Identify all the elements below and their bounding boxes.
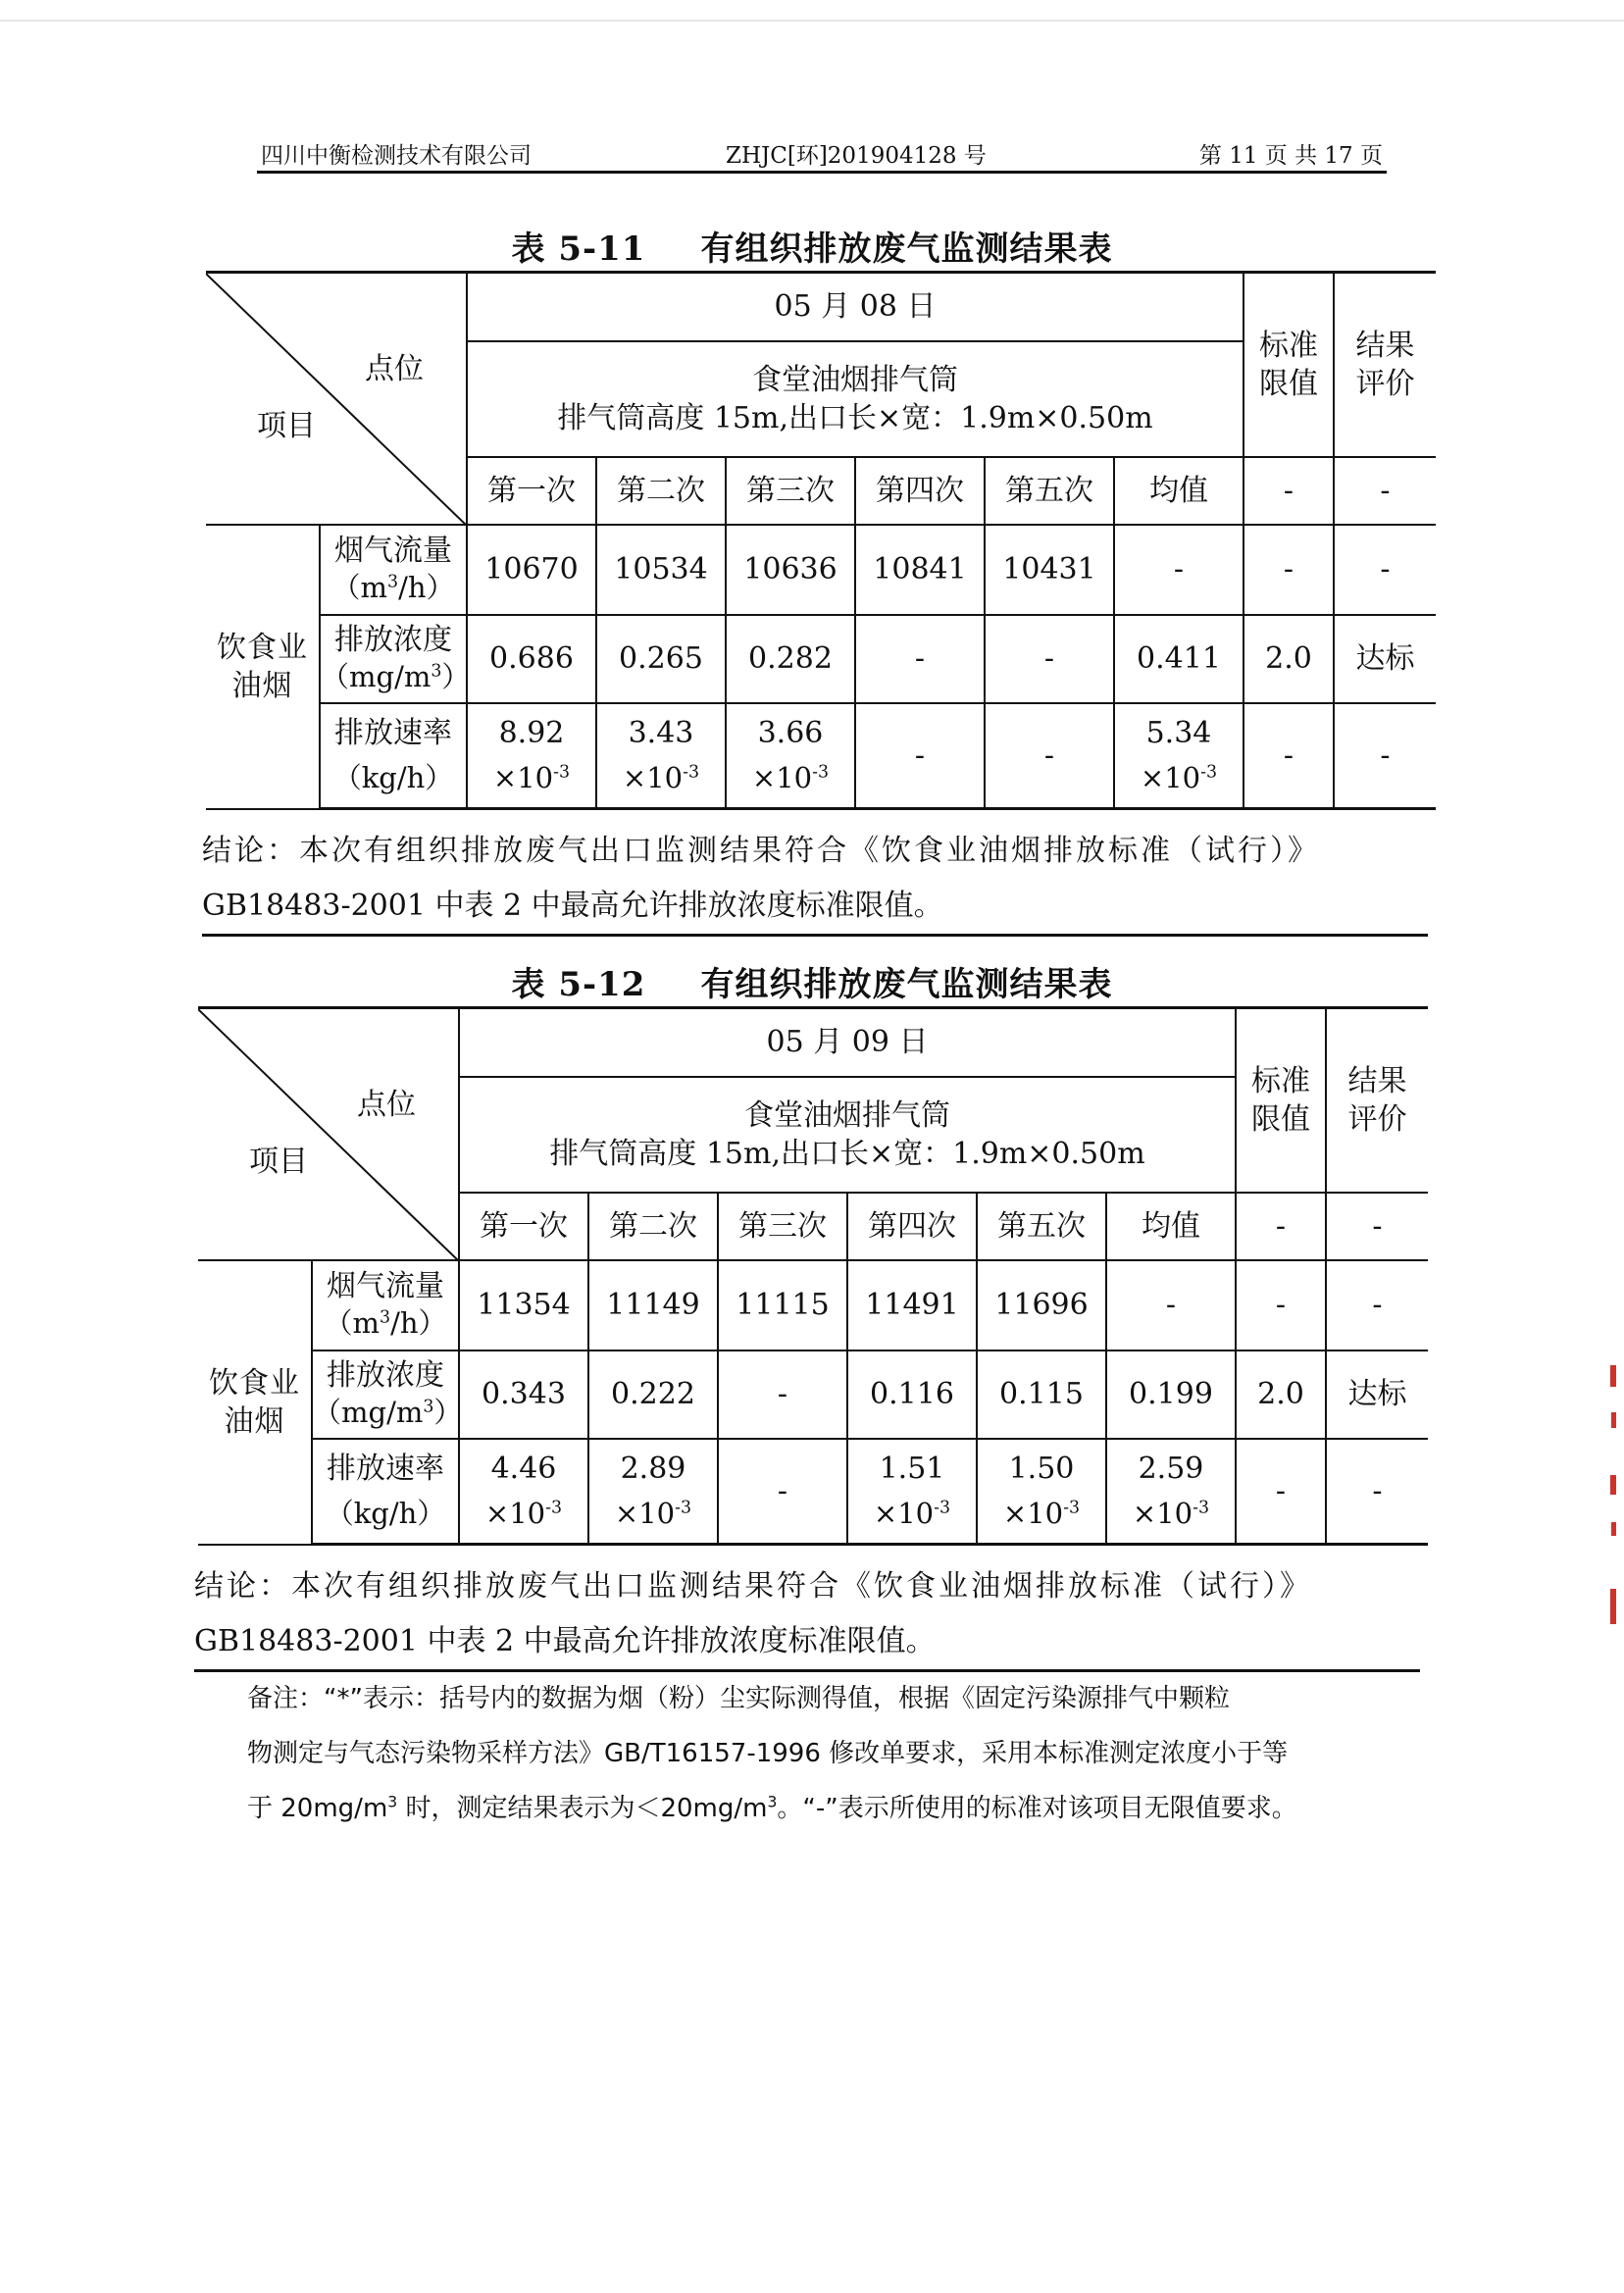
diag-bottom-label: 项目 (257, 409, 316, 443)
eval-header-line1: 结果 (1347, 1063, 1407, 1098)
item-cell (312, 1439, 459, 1545)
rate-exponent: $\times 10^{-3}$ (873, 1496, 951, 1530)
conclusion (194, 1559, 1420, 1672)
column-header: 第四次 (847, 1193, 977, 1260)
footnote-line1: 备注：“*”表示：括号内的数据为烟（粉）尘实际测得值，根据《固定污染源排气中颗粒 (247, 1684, 1230, 1713)
rate-exponent: $\times 10^{-3}$ (492, 760, 571, 794)
column-header: 第二次 (588, 1193, 718, 1260)
table-number: 表 5-11 (511, 229, 646, 269)
page-number: 第 11 页 共 17 页 (1198, 143, 1383, 169)
item-unit: （kg/h） (332, 760, 454, 794)
limit-header (1243, 273, 1334, 457)
limit-cell: - (1243, 703, 1334, 809)
column-header: - (1334, 457, 1436, 525)
eval-cell: - (1334, 703, 1436, 809)
value-cell: 0.343 (459, 1350, 588, 1439)
value-cell: 0.686 (467, 615, 596, 703)
value-cell: 11115 (718, 1260, 847, 1350)
value-cell: 10636 (726, 525, 855, 615)
eval-cell: 达标 (1326, 1350, 1428, 1439)
seal-fragment (1611, 1522, 1616, 1536)
stack-info: 排气筒高度 15m,出口长×宽：1.9m×0.50m (557, 400, 1153, 435)
value-cell: - (855, 703, 985, 809)
value-cell: - (1106, 1260, 1236, 1350)
item-name: 排放浓度 (334, 623, 452, 658)
table-title: 有组织排放废气监测结果表 (700, 965, 1113, 1004)
value-cell: 0.222 (588, 1350, 718, 1439)
item-cell (312, 1350, 463, 1439)
value-cell: - (855, 615, 985, 703)
rate-exponent: $\times 10^{-3}$ (622, 760, 700, 794)
location-cell (459, 1077, 1236, 1193)
rate-exponent: $\times 10^{-3}$ (751, 760, 830, 794)
value-cell: 0.199 (1106, 1350, 1236, 1439)
rate-value: 3.66 (757, 715, 824, 750)
eval-cell: - (1326, 1260, 1428, 1350)
rate-exponent: $\times 10^{-3}$ (614, 1496, 692, 1530)
value-cell: 0.282 (726, 615, 855, 703)
limit-cell: - (1236, 1260, 1326, 1350)
eval-header-line2: 评价 (1347, 1101, 1407, 1137)
rate-value: 4.46 (490, 1451, 557, 1486)
value-cell (726, 703, 855, 809)
item-unit: $(mg/m^3)$ (321, 660, 471, 694)
value-cell: 0.411 (1114, 615, 1243, 703)
column-header: - (1243, 457, 1334, 525)
column-header: 均值 (1106, 1193, 1236, 1260)
diag-bottom-label: 项目 (249, 1145, 308, 1179)
value-cell: 0.265 (596, 615, 726, 703)
value-cell: 11354 (459, 1260, 588, 1350)
limit-cell: - (1243, 525, 1334, 615)
monitoring-table-2 (198, 1006, 1428, 1546)
column-header: - (1326, 1193, 1428, 1260)
conclusion-line1: 结论：本次有组织排放废气出口监测结果符合《饮食业油烟排放标准（试行）》 (202, 834, 1320, 868)
rate-value: 1.50 (1008, 1451, 1075, 1486)
value-cell: 10841 (855, 525, 985, 615)
value-cell: 0.116 (847, 1350, 977, 1439)
location-name: 食堂油烟排气筒 (744, 1097, 950, 1133)
rate-value: 3.43 (628, 715, 694, 750)
monitoring-table-1 (206, 271, 1436, 810)
conclusion-line1: 结论：本次有组织排放废气出口监测结果符合《饮食业油烟排放标准（试行）》 (194, 1569, 1312, 1604)
value-cell: - (718, 1439, 847, 1545)
value-cell: - (985, 615, 1114, 703)
seal-fragment (1611, 1412, 1616, 1428)
eval-header (1334, 273, 1436, 457)
column-header: 第三次 (718, 1193, 847, 1260)
value-cell (977, 1439, 1106, 1545)
rate-exponent: $\times 10^{-3}$ (484, 1496, 563, 1530)
column-header: 均值 (1114, 457, 1243, 525)
column-header: 第五次 (977, 1193, 1106, 1260)
category-line1: 饮食业 (209, 1365, 300, 1401)
conclusion (202, 824, 1428, 937)
conclusion-line2: GB18483-2001 中表 2 中最高允许排放浓度标准限值。 (202, 889, 943, 923)
diagonal-line (198, 1009, 459, 1261)
company-name: 四川中衡检测技术有限公司 (261, 143, 532, 169)
seal-fragment (1610, 1475, 1616, 1495)
date-cell: 05 月 09 日 (459, 1008, 1236, 1077)
value-cell: 11696 (977, 1260, 1106, 1350)
column-header: - (1236, 1193, 1326, 1260)
value-cell: 11149 (588, 1260, 718, 1350)
limit-header-line1: 标准 (1251, 1063, 1310, 1098)
item-cell (320, 703, 467, 809)
value-cell (588, 1439, 718, 1545)
limit-cell: 2.0 (1236, 1350, 1326, 1439)
footnote-line2: 物测定与气态污染物采样方法》GB/T16157-1996 修改单要求，采用本标准测定浓度小于等 (247, 1739, 1289, 1768)
item-cell (312, 1260, 459, 1350)
item-name: 排放浓度 (327, 1358, 444, 1394)
footnote-line3: 于 $20mg/m^3$ 时，测定结果表示为$<20mg/m^3$。“-”表示所使用的标准对该项目无限值要求。 (247, 1793, 1297, 1823)
value-cell: 10534 (596, 525, 726, 615)
table-number: 表 5-12 (511, 965, 646, 1004)
value-cell: 10431 (985, 525, 1114, 615)
item-name: 烟气流量 (334, 534, 452, 569)
value-cell: - (985, 703, 1114, 809)
limit-header-line1: 标准 (1259, 328, 1318, 363)
rate-exponent: $\times 10^{-3}$ (1140, 760, 1218, 794)
value-cell: 11491 (847, 1260, 977, 1350)
category-cell (206, 525, 320, 809)
value-cell: 0.115 (977, 1350, 1106, 1439)
seal-fragment (1610, 1589, 1616, 1624)
page-top-border (0, 20, 1624, 22)
item-name: 烟气流量 (327, 1269, 444, 1304)
item-unit: $(mg/m^3)$ (313, 1396, 463, 1430)
column-header: 第五次 (985, 457, 1114, 525)
column-header: 第三次 (726, 457, 855, 525)
diagonal-line (206, 274, 467, 526)
item-name: 排放速率 (327, 1451, 444, 1486)
value-cell: 10670 (467, 525, 596, 615)
limit-header (1236, 1008, 1326, 1193)
diag-top-label: 点位 (357, 1088, 416, 1122)
location-name: 食堂油烟排气筒 (752, 362, 958, 397)
rate-value: 8.92 (498, 715, 565, 750)
rate-value: 2.89 (620, 1451, 686, 1486)
category-cell (198, 1260, 312, 1545)
seal-fragment (1610, 1365, 1616, 1387)
diag-top-label: 点位 (365, 352, 424, 386)
limit-header-line2: 限值 (1251, 1101, 1310, 1137)
value-cell (1106, 1439, 1236, 1545)
date-cell: 05 月 08 日 (467, 273, 1243, 341)
table-caption (0, 222, 1624, 270)
column-header: 第四次 (855, 457, 985, 525)
value-cell: - (718, 1350, 847, 1439)
table-caption (0, 957, 1624, 1005)
footnote (247, 1671, 1424, 1836)
item-cell (320, 615, 471, 703)
eval-cell: - (1326, 1439, 1428, 1545)
rate-value: 1.51 (879, 1451, 945, 1486)
category-line2: 油烟 (224, 1403, 285, 1439)
value-cell (459, 1439, 588, 1545)
category-line1: 饮食业 (217, 630, 308, 665)
value-cell (1114, 703, 1243, 809)
conclusion-line2: GB18483-2001 中表 2 中最高允许排放浓度标准限值。 (194, 1624, 936, 1658)
limit-header-line2: 限值 (1259, 366, 1318, 401)
rate-value: 5.34 (1145, 715, 1212, 750)
eval-header-line2: 评价 (1355, 366, 1415, 401)
report-number: ZHJC[环]201904128 号 (726, 143, 987, 169)
limit-cell: - (1236, 1439, 1326, 1545)
item-unit: $(m^3/h)$ (324, 1306, 447, 1341)
rate-exponent: $\times 10^{-3}$ (1132, 1496, 1210, 1530)
value-cell (596, 703, 726, 809)
rate-value: 2.59 (1138, 1451, 1204, 1486)
column-header: 第二次 (596, 457, 726, 525)
location-cell (467, 341, 1243, 457)
column-header: 第一次 (467, 457, 596, 525)
value-cell: - (1114, 525, 1243, 615)
item-cell (320, 525, 467, 615)
eval-cell: 达标 (1334, 615, 1436, 703)
value-cell (847, 1439, 977, 1545)
eval-cell: - (1334, 525, 1436, 615)
column-header: 第一次 (459, 1193, 588, 1260)
item-unit: $(m^3/h)$ (331, 571, 455, 605)
table-title: 有组织排放废气监测结果表 (700, 229, 1113, 269)
page-header (257, 126, 1387, 174)
category-line2: 油烟 (231, 668, 293, 703)
eval-header-line1: 结果 (1355, 328, 1415, 363)
limit-cell: 2.0 (1243, 615, 1334, 703)
item-unit: （kg/h） (325, 1496, 446, 1530)
value-cell (467, 703, 596, 809)
stack-info: 排气筒高度 15m,出口长×宽：1.9m×0.50m (549, 1136, 1145, 1171)
diagonal-header (198, 1008, 459, 1260)
rate-exponent: $\times 10^{-3}$ (1002, 1496, 1081, 1530)
eval-header (1326, 1008, 1428, 1193)
diagonal-header (206, 273, 467, 525)
item-name: 排放速率 (334, 715, 452, 750)
